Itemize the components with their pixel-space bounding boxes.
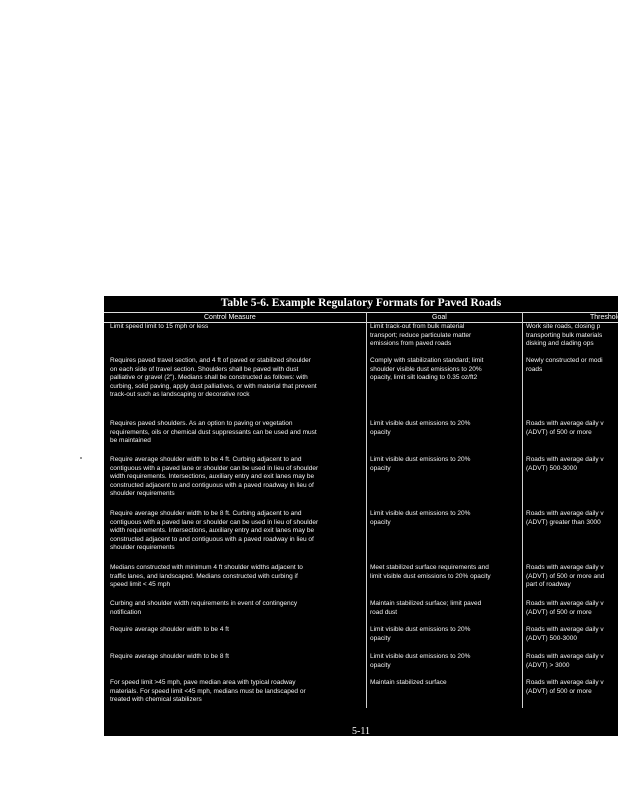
goal-cell: Meet stabilized surface requirements and limit visible dust emissions to 20% opacity xyxy=(370,564,491,580)
control-measure-cell: Require average shoulder width to be 8 ft. Curbing adjacent to and contiguous with a paved lane or shoulder can be used in lieu of shoulder width requirements. Intersections, auxiliary entry and exit lanes may be constructed adjacent to and contiguous with a paved roadway in lieu of shoulder requirements xyxy=(110,510,319,552)
table-header-row xyxy=(104,312,621,323)
scanned-table-page xyxy=(104,296,621,737)
goal-cell: Maintain stabilized surface; limit paved road dust xyxy=(370,600,482,616)
control-measure-cell: Require average shoulder width to be 4 ft xyxy=(110,626,229,633)
column-header-threshold: Threshold xyxy=(590,314,621,321)
control-measure-cell: Medians constructed with minimum 4 ft shoulder widths adjacent to traffic lanes, and landscaped. Medians constructed with curbing if speed limit < 45 mph xyxy=(110,564,303,589)
threshold-cell: Roads with average daily v (ADVT) 500-3000 xyxy=(526,626,604,642)
threshold-cell: Roads with average daily v (ADVT) of 500 or more xyxy=(526,600,604,616)
threshold-cell: Work site roads, closing p transporting bulk materials disking and clading ops xyxy=(526,323,603,348)
page-number: 5-11 xyxy=(352,726,370,737)
control-measure-cell: Limit speed limit to 15 mph or less xyxy=(110,323,209,330)
threshold-cell: Roads with average daily v (ADVT) > 3000 xyxy=(526,653,604,669)
table-title: Table 5-6. Example Regulatory Formats for Paved Roads xyxy=(220,297,502,309)
goal-cell: Limit track-out from bulk material transport; reduce particulate matter emissions from paved roads xyxy=(370,323,472,348)
column-divider xyxy=(522,312,523,708)
control-measure-cell: Require average shoulder width to be 4 ft. Curbing adjacent to and contiguous with a paved lane or shoulder can be used in lieu of shoulder width requirements. Intersections, auxiliary entry and exit lanes may be constructed adjacent to and contiguous with a paved roadway in lieu of shoulder requirements xyxy=(110,456,319,498)
goal-cell: Comply with stabilization standard; limit shoulder visible dust emissions to 20% opacity, limit silt loading to 0.35 oz/ft2 xyxy=(370,357,484,382)
goal-cell: Limit visible dust emissions to 20% opacity xyxy=(370,420,471,436)
goal-cell: Maintain stabilized surface xyxy=(370,679,447,686)
control-measure-cell: Requires paved travel section, and 4 ft of paved or stabilized shoulder on each side of travel section. Shoulders shall be paved with dust palliative or gravel (2"). Medians shall be constructed as follows: with curbing, solid paving, apply dust palliatives, or with material that prevent track-out such as landscaping or decorative rock xyxy=(110,357,317,399)
column-divider xyxy=(366,312,367,708)
goal-cell: Limit visible dust emissions to 20% opacity xyxy=(370,510,471,526)
goal-cell: Limit visible dust emissions to 20% opacity xyxy=(370,626,471,642)
goal-cell: Limit visible dust emissions to 20% opacity xyxy=(370,456,471,472)
control-measure-cell: Require average shoulder width to be 8 ft xyxy=(110,653,229,660)
scan-speck xyxy=(80,457,82,459)
control-measure-cell: For speed limit >45 mph, pave median area with typical roadway materials. For speed limit <45 mph, medians must be landscaped or treated with chemical stabilizers xyxy=(110,679,306,704)
threshold-cell: Roads with average daily v (ADVT) 500-3000 xyxy=(526,456,604,472)
threshold-cell: Roads with average daily v (ADVT) greater than 3000 xyxy=(526,510,604,526)
threshold-cell: Newly constructed or modi roads xyxy=(526,357,603,373)
threshold-cell: Roads with average daily v (ADVT) of 500 or more xyxy=(526,679,604,695)
column-header-goal: Goal xyxy=(432,314,447,321)
goal-cell: Limit visible dust emissions to 20% opacity xyxy=(370,653,471,669)
control-measure-cell: Curbing and shoulder width requirements in event of contingency notification xyxy=(110,600,298,616)
threshold-cell: Roads with average daily v (ADVT) of 500 or more and part of roadway xyxy=(526,564,605,589)
threshold-cell: Roads with average daily v (ADVT) of 500 or more xyxy=(526,420,604,436)
control-measure-cell: Requires paved shoulders. As an option to paving or vegetation requirements, oils or chemical dust suppressants can be used and must be maintained xyxy=(110,420,317,445)
column-header-control-measure: Control Measure xyxy=(204,314,256,321)
